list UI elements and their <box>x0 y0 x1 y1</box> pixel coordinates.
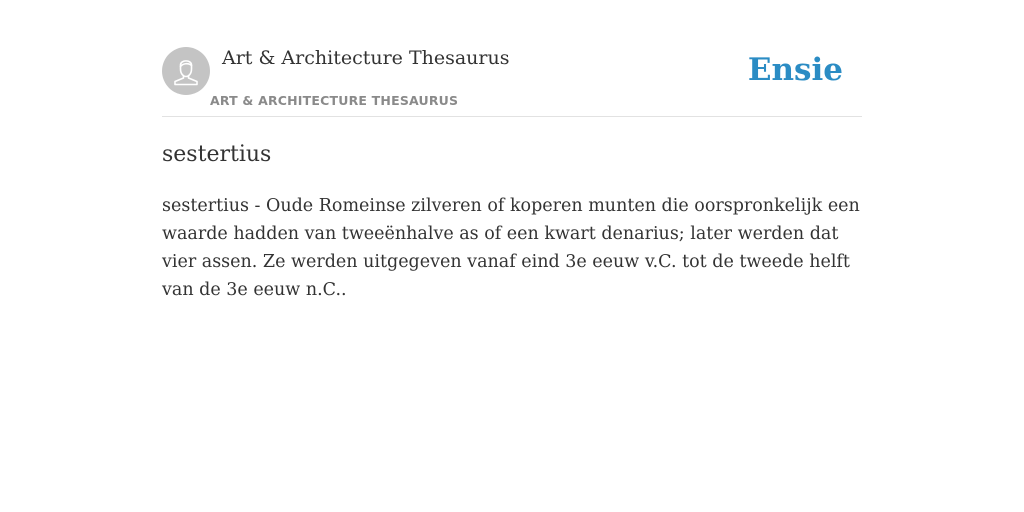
ensie-logo[interactable]: Ensie <box>747 52 843 88</box>
term-definition: sestertius - Oude Romeinse zilveren of koperen munten die oorspronkelijk een waarde hadden van tweeënhalve as of een kwart denarius; later werden dat vier assen. Ze werden uitgegeven vanaf eind 3e eeuw v.C. tot de tweede helft van de 3e eeuw n.C.. <box>162 196 860 300</box>
term-title: sestertius <box>162 142 272 167</box>
avatar[interactable] <box>162 47 210 95</box>
author-name[interactable]: Art & Architecture Thesaurus <box>222 47 510 69</box>
author-subtitle: ART & ARCHITECTURE THESAURUS <box>210 93 459 108</box>
header <box>162 0 862 117</box>
user-icon <box>162 47 210 95</box>
